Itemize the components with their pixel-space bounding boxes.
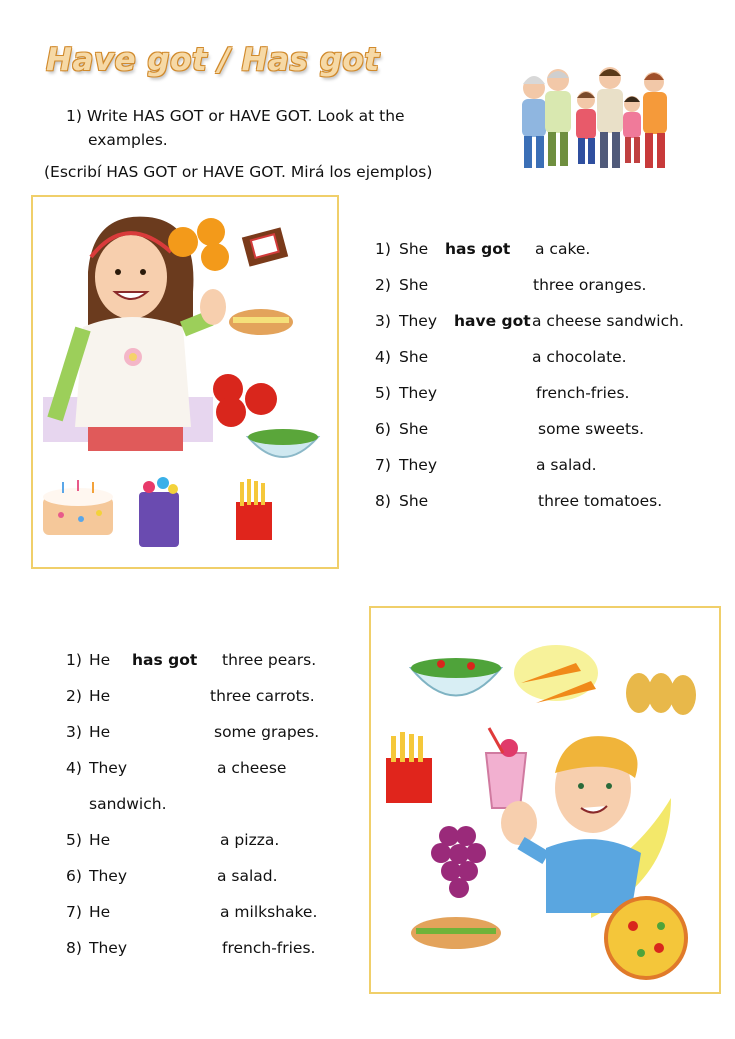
salad-bowl-icon — [248, 429, 318, 457]
family-person-5 — [623, 96, 641, 163]
item-subject: She — [399, 348, 429, 366]
item-subject: They — [89, 867, 128, 885]
french-fries-icon — [386, 732, 432, 803]
item-subject: They — [399, 456, 438, 474]
picture-frame-girl — [31, 195, 339, 569]
item-number: 1) — [66, 651, 82, 669]
item-number: 6) — [66, 867, 82, 885]
item-number: 5) — [66, 831, 82, 849]
item-number: 7) — [66, 903, 82, 921]
instruction-block — [66, 104, 405, 152]
carrots-icon — [514, 645, 598, 703]
item-object: a cheese sandwich. — [532, 312, 684, 330]
item-subject: They — [89, 939, 128, 957]
instruction-translation: (Escribí HAS GOT or HAVE GOT. Mirá los ejemplos) — [44, 163, 433, 181]
exercise-1-list — [375, 240, 705, 520]
picture-frame-boy — [369, 606, 721, 994]
item-object: three pears. — [222, 651, 317, 669]
family-person-4 — [597, 67, 623, 168]
sandwich-icon — [229, 309, 293, 335]
item-answer: has got — [445, 240, 511, 258]
item-object: three tomatoes. — [538, 492, 663, 510]
sweets-bag-icon — [139, 477, 179, 547]
item-number: 2) — [66, 687, 82, 705]
milkshake-icon — [486, 728, 526, 808]
item-subject: He — [89, 831, 111, 849]
item-number: 4) — [375, 348, 391, 366]
instruction-line: 1) Write HAS GOT or HAVE GOT. Look at the — [66, 107, 405, 125]
item-number: 8) — [66, 939, 82, 957]
girl-food-illustration — [33, 197, 337, 567]
item-answer: has got — [132, 651, 198, 669]
pears-icon — [626, 673, 696, 715]
boy-food-illustration — [371, 608, 719, 992]
french-fries-icon — [236, 479, 272, 540]
item-number: 1) — [375, 240, 391, 258]
item-number: 3) — [66, 723, 82, 741]
item-object: a chocolate. — [532, 348, 627, 366]
salad-bowl-icon — [411, 658, 501, 696]
item-answer: have got — [454, 312, 531, 330]
item-subject: She — [399, 276, 429, 294]
item-subject: She — [399, 240, 429, 258]
tomatoes-icon — [213, 374, 277, 427]
item-number: 6) — [375, 420, 391, 438]
grapes-icon — [431, 826, 486, 898]
item-object: french-fries. — [536, 384, 630, 402]
item-number: 3) — [375, 312, 391, 330]
item-object: a pizza. — [220, 831, 280, 849]
item-subject: He — [89, 651, 111, 669]
item-object: three carrots. — [210, 687, 315, 705]
sandwich-icon — [411, 917, 501, 949]
boy-figure — [501, 736, 671, 918]
instruction-line: examples. — [88, 131, 168, 149]
item-number: 2) — [375, 276, 391, 294]
item-object: a salad. — [536, 456, 597, 474]
family-person-2 — [545, 69, 571, 166]
item-object: a cheese — [217, 759, 287, 777]
item-object: three oranges. — [533, 276, 647, 294]
item-object: some grapes. — [214, 723, 320, 741]
family-illustration — [512, 58, 672, 173]
item-object: a milkshake. — [220, 903, 318, 921]
item-subject: She — [399, 492, 429, 510]
item-number: 4) — [66, 759, 82, 777]
item-object: sandwich. — [89, 795, 167, 813]
family-person-3 — [576, 91, 596, 164]
item-object: some sweets. — [538, 420, 645, 438]
chocolate-icon — [242, 227, 288, 266]
item-object: a cake. — [535, 240, 591, 258]
item-subject: He — [89, 687, 111, 705]
family-person-6 — [643, 72, 667, 168]
birthday-cake-icon — [43, 480, 113, 535]
item-number: 7) — [375, 456, 391, 474]
item-subject: They — [399, 312, 438, 330]
pizza-icon — [606, 898, 686, 978]
item-object: french-fries. — [222, 939, 316, 957]
family-person-1 — [522, 76, 546, 168]
item-number: 5) — [375, 384, 391, 402]
item-subject: She — [399, 420, 429, 438]
item-subject: They — [399, 384, 438, 402]
worksheet-title: Have got / Has got — [46, 42, 380, 78]
item-subject: He — [89, 903, 111, 921]
exercise-2-list — [66, 651, 356, 961]
item-object: a salad. — [217, 867, 278, 885]
item-subject: They — [89, 759, 128, 777]
item-subject: He — [89, 723, 111, 741]
item-number: 8) — [375, 492, 391, 510]
